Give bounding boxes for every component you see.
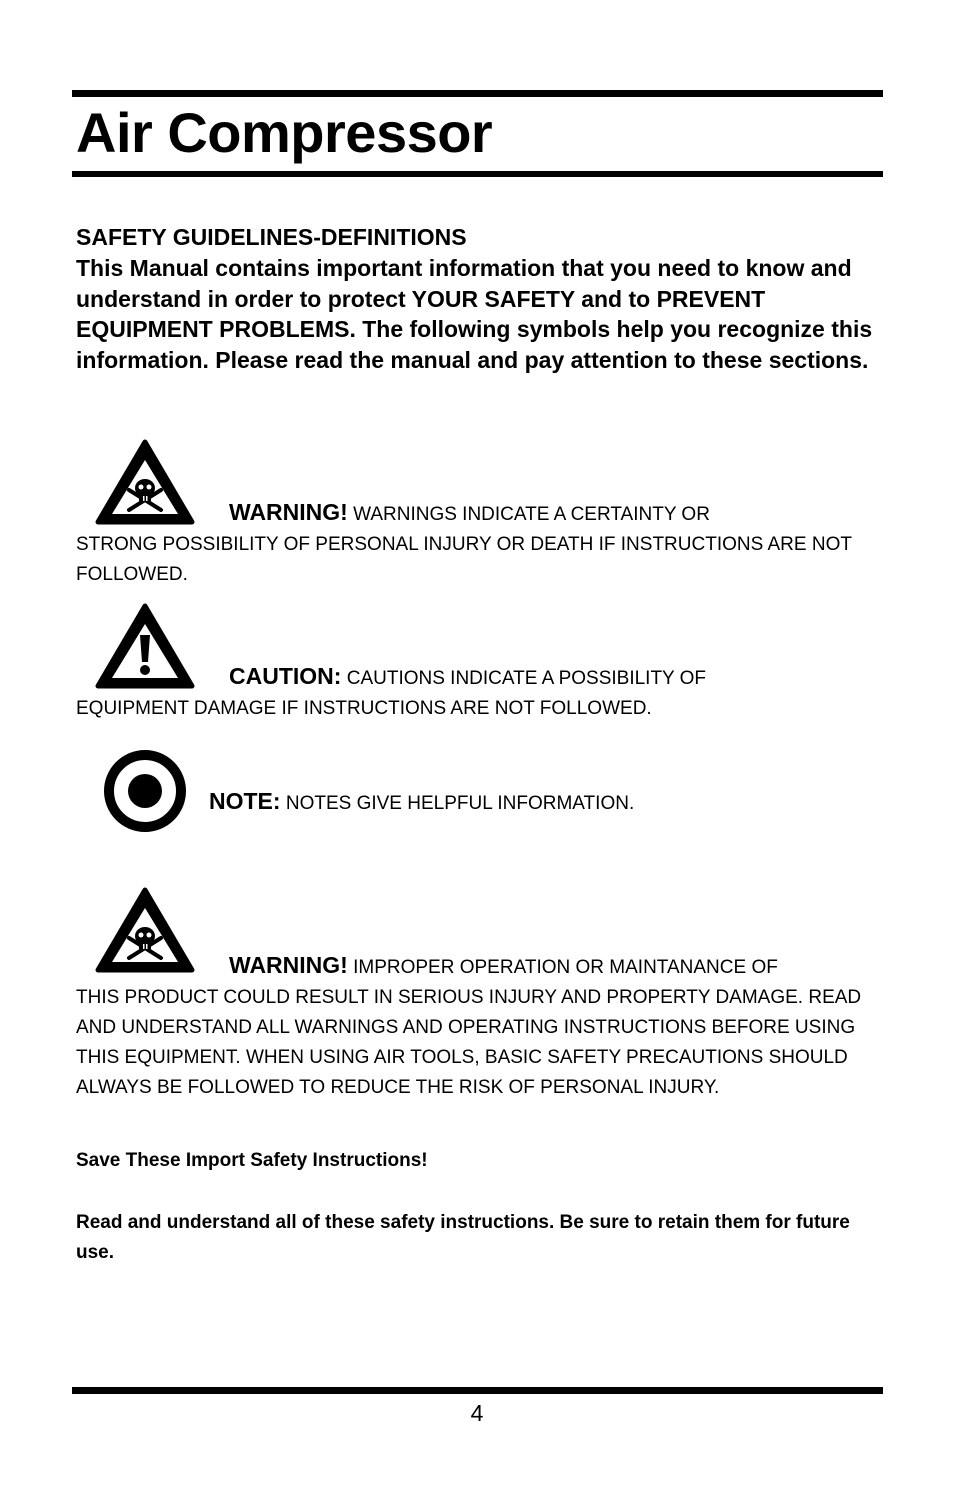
title-underline xyxy=(72,171,883,177)
bottom-rule xyxy=(72,1387,883,1394)
note-block xyxy=(209,786,634,819)
save-instructions-line: Save These Import Safety Instructions! xyxy=(76,1150,428,1171)
warning-1-first-line: WARNINGS INDICATE A CERTAINTY OR xyxy=(353,504,710,525)
page-title: Air Compressor xyxy=(76,101,493,164)
warning-2-text: THIS PRODUCT COULD RESULT IN SERIOUS INJURY AND PROPERTY DAMAGE. READ AND UNDERSTAND ALL WARNINGS AND OPERATING INSTRUCTIONS BEFORE USING THIS EQUIPMENT. WHEN USING AIR TOOLS, BASIC SAFETY PRECAUTIONS SHOULD ALWAYS BE FOLLOWED TO REDUCE THE RISK OF PERSONAL INJURY. xyxy=(76,987,862,1098)
note-label: NOTE: xyxy=(209,788,281,814)
target-note-icon xyxy=(103,749,187,833)
caution-first-line: CAUTIONS INDICATE A POSSIBILITY OF xyxy=(346,668,707,689)
caution-label: CAUTION: xyxy=(229,663,342,689)
read-instructions-paragraph: Read and understand all of these safety instructions. Be sure to retain them for future use. xyxy=(76,1212,850,1263)
caution-text: EQUIPMENT DAMAGE IF INSTRUCTIONS ARE NOT FOLLOWED. xyxy=(76,698,652,719)
page-number: 4 xyxy=(470,1400,484,1426)
intro-paragraph: This Manual contains important information that you need to know and understand in order to protect YOUR SAFETY and to PREVENT EQUIPMENT PROBLEMS. The following symbols help you recognize this information. Please read the manual and pay attention to these sections. xyxy=(76,255,873,373)
section-heading: SAFETY GUIDELINES-DEFINITIONS xyxy=(76,224,467,250)
warning-2-label: WARNING! xyxy=(229,952,348,978)
top-rule-thick xyxy=(72,90,883,97)
note-text: NOTES GIVE HELPFUL INFORMATION. xyxy=(285,793,635,814)
warning-2-first-line: IMPROPER OPERATION OR MAINTANANCE OF xyxy=(353,957,778,978)
caution-block xyxy=(76,661,876,724)
warning-2-block xyxy=(76,950,876,1103)
warning-1-label: WARNING! xyxy=(229,499,348,525)
warning-1-text: STRONG POSSIBILITY OF PERSONAL INJURY OR DEATH IF INSTRUCTIONS ARE NOT FOLLOWED. xyxy=(76,534,852,585)
warning-1-block xyxy=(76,497,876,590)
